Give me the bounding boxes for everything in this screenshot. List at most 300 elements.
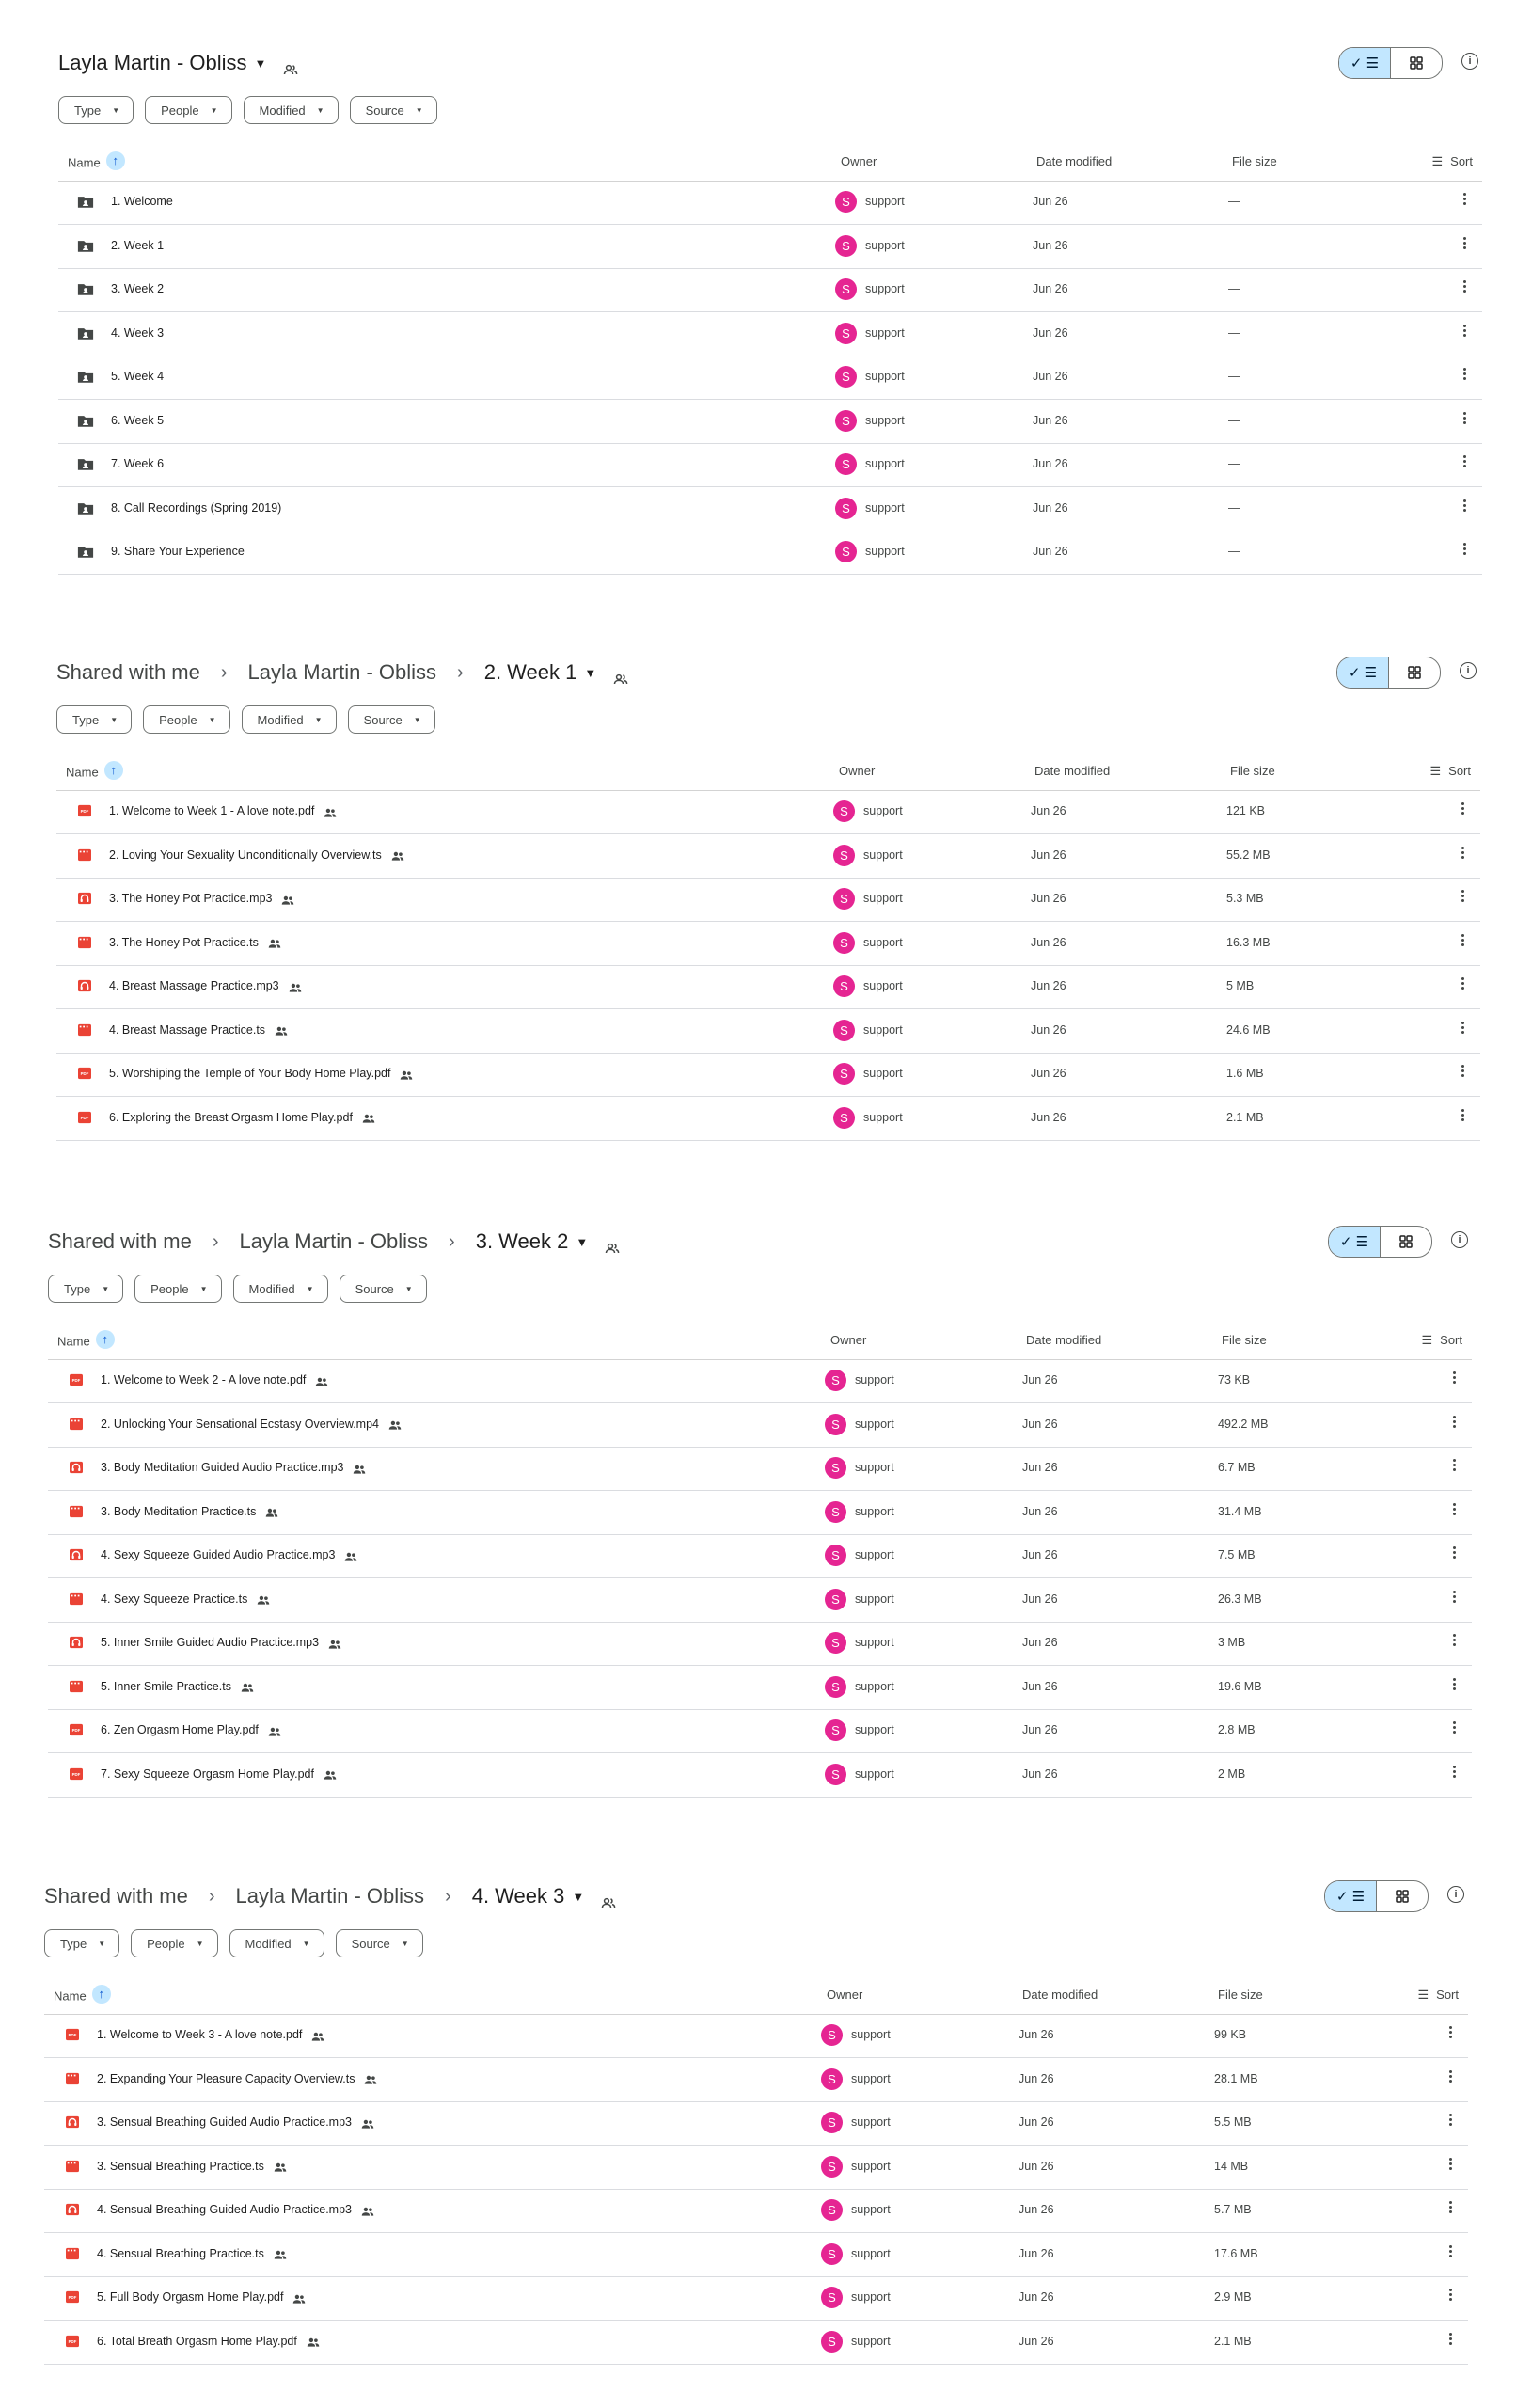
table-row[interactable]	[44, 2146, 1468, 2190]
file-name[interactable]	[101, 1636, 341, 1649]
file-name[interactable]	[97, 2247, 287, 2260]
shared-icon	[400, 1069, 413, 1079]
file-size: 7.5 MB	[1218, 1548, 1256, 1561]
filter-chip-type[interactable]	[56, 705, 132, 734]
svg-text:PDF: PDF	[71, 1378, 81, 1384]
info-icon[interactable]: i	[1460, 662, 1477, 679]
video-file-icon	[69, 1592, 86, 1607]
caret-down-icon[interactable]: ▼	[254, 55, 267, 71]
table-row[interactable]	[44, 2189, 1468, 2233]
more-actions-icon[interactable]	[1461, 975, 1465, 991]
file-name-text: 8. Call Recordings (Spring 2019)	[111, 500, 282, 515]
file-name-text: 4. Sexy Squeeze Guided Audio Practice.mp3	[101, 1548, 336, 1561]
svg-text:PDF: PDF	[80, 809, 89, 815]
filter-chip-label: Source	[363, 712, 403, 727]
audio-file-icon	[65, 2115, 82, 2130]
caret-down-icon[interactable]: ▼	[572, 1889, 585, 1904]
avatar: S	[825, 1545, 846, 1566]
table-row[interactable]	[58, 268, 1482, 312]
list-view-button[interactable]	[1339, 48, 1391, 78]
filter-chip-people[interactable]	[145, 96, 231, 124]
more-actions-icon[interactable]	[1449, 2287, 1453, 2303]
owner-name: support	[865, 370, 905, 383]
table-row[interactable]	[58, 225, 1482, 269]
file-name[interactable]	[111, 457, 164, 470]
owner-name: support	[855, 1548, 894, 1561]
date-modified: Jun 26	[1033, 325, 1068, 340]
file-size: 2 MB	[1218, 1766, 1246, 1781]
file-size: 2.1 MB	[1226, 1110, 1264, 1124]
audio-file-icon	[77, 979, 94, 993]
sort-ascending-icon[interactable]: ↑	[104, 761, 123, 780]
filter-chip-source[interactable]	[336, 1929, 423, 1957]
shared-folder-icon	[605, 1235, 622, 1248]
table-header	[56, 752, 1480, 791]
more-actions-icon[interactable]	[1453, 1764, 1457, 1780]
file-size: —	[1228, 370, 1240, 383]
grid-icon	[1396, 1890, 1409, 1903]
file-name[interactable]	[101, 1680, 254, 1693]
filter-chip-label: Type	[72, 712, 100, 727]
table-row[interactable]	[56, 834, 1480, 879]
file-name[interactable]	[109, 804, 337, 817]
more-actions-icon[interactable]	[1453, 1501, 1457, 1517]
file-name[interactable]	[109, 1111, 375, 1124]
view-toggle	[1324, 1880, 1429, 1912]
file-name-text: 3. Body Meditation Guided Audio Practice.mp3	[101, 1461, 344, 1474]
file-name[interactable]	[97, 2290, 306, 2304]
file-name[interactable]	[97, 2203, 374, 2216]
column-file-size[interactable]: File size	[1222, 1333, 1267, 1347]
sort-icon: ☰	[1421, 1333, 1433, 1347]
chevron-right-icon: ›	[220, 661, 228, 683]
grid-view-button[interactable]	[1391, 48, 1442, 78]
panel-header	[48, 1226, 1472, 1273]
file-name[interactable]	[111, 370, 164, 383]
file-size: 5 MB	[1226, 979, 1255, 992]
table-row[interactable]	[44, 2233, 1468, 2277]
table-row[interactable]	[44, 2014, 1468, 2058]
file-name-text: 4. Sensual Breathing Practice.ts	[97, 2246, 264, 2260]
more-actions-icon[interactable]	[1463, 278, 1467, 294]
file-name[interactable]	[109, 979, 302, 992]
owner-name: support	[851, 2203, 891, 2216]
more-actions-icon[interactable]	[1453, 1457, 1457, 1473]
file-name[interactable]	[97, 2072, 377, 2085]
table-row[interactable]	[58, 312, 1482, 356]
list-view-button[interactable]	[1337, 657, 1389, 688]
info-icon[interactable]: i	[1451, 1231, 1468, 1248]
panel-header	[56, 657, 1480, 704]
caret-down-icon[interactable]: ▼	[576, 1234, 589, 1249]
shared-folder-icon	[77, 239, 94, 253]
date-modified: Jun 26	[1033, 195, 1068, 208]
breadcrumb-item[interactable]: Layla Martin - Obliss	[239, 1229, 429, 1253]
table-row[interactable]	[56, 1009, 1480, 1054]
shared-icon	[364, 2074, 377, 2083]
breadcrumb	[56, 660, 630, 685]
file-name-text: 5. Inner Smile Practice.ts	[101, 1679, 231, 1693]
shared-icon	[391, 850, 404, 860]
file-name[interactable]	[101, 1592, 270, 1606]
column-date-modified[interactable]: Date modified	[1034, 764, 1111, 778]
shared-icon	[361, 2206, 374, 2215]
table-row[interactable]	[48, 1359, 1472, 1403]
filter-chip-modified[interactable]	[229, 1929, 324, 1957]
caret-down-icon: ▼	[98, 1939, 106, 1948]
table-row[interactable]	[56, 1097, 1480, 1141]
chevron-right-icon: ›	[449, 1230, 455, 1252]
file-name-text: 4. Week 3	[111, 325, 165, 340]
date-modified: Jun 26	[1019, 2246, 1054, 2260]
owner-name: support	[865, 282, 905, 295]
more-actions-icon[interactable]	[1453, 1414, 1457, 1430]
shared-icon	[281, 895, 294, 904]
file-name-text: 3. Body Meditation Practice.ts	[101, 1504, 257, 1518]
table-row[interactable]	[44, 2276, 1468, 2321]
file-size: 2.8 MB	[1218, 1723, 1256, 1736]
breadcrumb	[58, 51, 300, 75]
filter-chip-type[interactable]	[48, 1275, 123, 1303]
table-row[interactable]	[44, 2058, 1468, 2102]
panel-header	[44, 1880, 1468, 1927]
breadcrumb-current[interactable]: Layla Martin - Obliss	[58, 51, 247, 74]
more-actions-icon[interactable]	[1449, 2243, 1453, 2259]
file-name[interactable]	[101, 1418, 402, 1431]
file-name[interactable]	[111, 414, 164, 427]
filter-chip-people[interactable]	[131, 1929, 217, 1957]
filter-chip-source[interactable]	[350, 96, 437, 124]
file-name[interactable]	[109, 848, 404, 862]
more-actions-icon[interactable]	[1453, 1370, 1457, 1386]
shared-icon	[292, 2293, 306, 2303]
file-name[interactable]	[101, 1461, 366, 1474]
sort-label: Sort	[1448, 764, 1471, 778]
filter-chip-label: People	[159, 712, 197, 727]
avatar: S	[833, 932, 855, 954]
file-name[interactable]	[101, 1505, 278, 1518]
table-row[interactable]	[48, 1622, 1472, 1666]
pdf-file-icon	[65, 2028, 82, 2042]
info-icon[interactable]: i	[1447, 1886, 1464, 1903]
file-name[interactable]	[111, 545, 245, 558]
column-owner: Owner	[841, 154, 877, 168]
table-row[interactable]	[58, 487, 1482, 531]
audio-file-icon	[65, 2203, 82, 2217]
breadcrumb	[44, 1884, 618, 1909]
table-row[interactable]	[48, 1666, 1472, 1710]
file-name-text: 7. Sexy Squeeze Orgasm Home Play.pdf	[101, 1766, 314, 1781]
date-modified: Jun 26	[1031, 1110, 1066, 1124]
table-row[interactable]	[56, 878, 1480, 922]
file-name[interactable]	[101, 1548, 357, 1561]
shared-icon	[362, 1113, 375, 1122]
file-name[interactable]	[109, 1023, 288, 1037]
filter-chip-modified[interactable]	[242, 705, 337, 734]
caret-down-icon[interactable]: ▼	[584, 665, 597, 680]
table-row[interactable]	[56, 965, 1480, 1009]
sort-icon: ☰	[1429, 764, 1442, 778]
more-actions-icon[interactable]	[1461, 1063, 1465, 1079]
more-actions-icon[interactable]	[1461, 888, 1465, 904]
file-size: 26.3 MB	[1218, 1592, 1262, 1606]
filter-chip-modified[interactable]	[233, 1275, 328, 1303]
table-row[interactable]	[56, 1053, 1480, 1097]
shared-icon	[268, 1726, 281, 1735]
file-name-text: 4. Breast Massage Practice.mp3	[109, 979, 279, 992]
column-owner: Owner	[839, 764, 876, 778]
file-name-text: 6. Exploring the Breast Orgasm Home Play.pdf	[109, 1110, 353, 1124]
column-owner: Owner	[830, 1333, 867, 1347]
date-modified: Jun 26	[1033, 370, 1068, 383]
table-row[interactable]	[48, 1534, 1472, 1578]
column-name-label: Name	[54, 1988, 87, 2004]
table-row[interactable]	[48, 1447, 1472, 1491]
caret-down-icon: ▼	[401, 1939, 409, 1948]
file-size: 3 MB	[1218, 1636, 1246, 1649]
file-name[interactable]	[101, 1767, 337, 1781]
more-actions-icon[interactable]	[1461, 845, 1465, 861]
more-actions-icon[interactable]	[1463, 498, 1467, 514]
table-row[interactable]	[58, 181, 1482, 225]
table-row[interactable]	[58, 443, 1482, 487]
date-modified: Jun 26	[1031, 1067, 1066, 1080]
filter-chip-people[interactable]	[143, 705, 229, 734]
table-row[interactable]	[48, 1709, 1472, 1753]
more-actions-icon[interactable]	[1449, 2112, 1453, 2128]
column-name[interactable]	[57, 1333, 115, 1352]
file-name[interactable]	[97, 2028, 324, 2041]
owner-name: support	[851, 2159, 891, 2173]
column-name[interactable]	[54, 1988, 111, 2006]
panel-header	[58, 47, 1482, 94]
more-actions-icon[interactable]	[1453, 1632, 1457, 1648]
caret-down-icon: ▼	[413, 715, 421, 724]
file-name[interactable]	[111, 239, 164, 252]
filter-chip-people[interactable]	[134, 1275, 221, 1303]
avatar: S	[833, 1063, 855, 1085]
table-row[interactable]	[58, 356, 1482, 400]
breadcrumb-item[interactable]: Layla Martin - Obliss	[247, 660, 437, 684]
owner-name: support	[865, 500, 905, 515]
breadcrumb-item[interactable]: Layla Martin - Obliss	[235, 1884, 425, 1908]
file-size: —	[1228, 325, 1240, 340]
file-name[interactable]	[111, 326, 164, 340]
video-file-icon	[69, 1505, 86, 1519]
audio-file-icon	[69, 1636, 86, 1650]
shared-icon	[275, 1025, 288, 1035]
more-actions-icon[interactable]	[1463, 453, 1467, 469]
table-row[interactable]	[44, 2321, 1468, 2365]
more-actions-icon[interactable]	[1449, 2199, 1453, 2215]
list-icon: ☰	[1351, 1889, 1366, 1905]
file-name-text: 3. Week 2	[111, 282, 165, 295]
file-name-text: 9. Share Your Experience	[111, 545, 245, 558]
more-actions-icon[interactable]	[1461, 1107, 1465, 1123]
filter-chip-label: Modified	[259, 103, 306, 118]
column-date-modified[interactable]: Date modified	[1026, 1333, 1102, 1347]
shared-folder-icon	[77, 414, 94, 428]
table-row[interactable]	[48, 1403, 1472, 1448]
sort-ascending-icon[interactable]: ↑	[92, 1985, 111, 2004]
shared-icon	[274, 2162, 287, 2171]
date-modified: Jun 26	[1019, 2334, 1054, 2348]
date-modified: Jun 26	[1019, 2115, 1054, 2129]
file-name[interactable]	[109, 1067, 413, 1080]
more-actions-icon[interactable]	[1449, 2024, 1453, 2040]
more-actions-icon[interactable]	[1453, 1676, 1457, 1692]
file-name[interactable]	[97, 2160, 287, 2173]
list-icon: ☰	[1364, 665, 1378, 681]
file-name[interactable]	[101, 1723, 281, 1736]
file-size: 17.6 MB	[1214, 2246, 1258, 2260]
more-actions-icon[interactable]	[1461, 800, 1465, 816]
owner-name: support	[865, 457, 905, 470]
file-name[interactable]	[101, 1373, 328, 1386]
video-file-icon	[65, 2072, 82, 2086]
shared-folder-icon	[77, 370, 94, 384]
owner-name: support	[863, 848, 903, 862]
more-actions-icon[interactable]	[1463, 235, 1467, 251]
filter-chip-source[interactable]	[340, 1275, 427, 1303]
filter-chip-type[interactable]	[58, 96, 134, 124]
filter-chip-type[interactable]	[44, 1929, 119, 1957]
grid-view-button[interactable]	[1377, 1881, 1428, 1911]
breadcrumb-item[interactable]: Shared with me	[48, 1229, 192, 1253]
svg-text:PDF: PDF	[68, 2033, 77, 2038]
table-row[interactable]	[48, 1578, 1472, 1623]
list-view-button[interactable]	[1325, 1881, 1377, 1911]
chevron-right-icon: ›	[208, 1885, 215, 1907]
file-name[interactable]	[111, 501, 281, 515]
file-size: 55.2 MB	[1226, 848, 1271, 862]
pdf-file-icon	[69, 1723, 86, 1737]
file-size: 19.6 MB	[1218, 1679, 1262, 1693]
file-size: 73 KB	[1218, 1373, 1251, 1386]
drive-panel	[44, 1880, 1468, 2364]
column-date-modified[interactable]: Date modified	[1036, 154, 1113, 168]
caret-down-icon: ▼	[415, 105, 423, 115]
table-row[interactable]	[44, 2101, 1468, 2146]
sort-ascending-icon[interactable]: ↑	[106, 151, 125, 170]
column-date-modified[interactable]: Date modified	[1022, 1988, 1098, 2002]
table-row[interactable]	[58, 531, 1482, 575]
sort-label: Sort	[1440, 1333, 1462, 1347]
filter-chip-modified[interactable]	[244, 96, 339, 124]
file-name[interactable]	[97, 2115, 374, 2129]
breadcrumb-item[interactable]: Shared with me	[56, 660, 200, 684]
avatar: S	[835, 278, 857, 300]
sort-button[interactable]	[1418, 1988, 1460, 2003]
audio-file-icon	[69, 1548, 86, 1562]
more-actions-icon[interactable]	[1463, 191, 1467, 207]
file-name[interactable]	[111, 195, 173, 208]
avatar: S	[833, 1107, 855, 1129]
more-actions-icon[interactable]	[1461, 932, 1465, 948]
breadcrumb-current[interactable]: 4. Week 3	[471, 1884, 565, 1908]
list-view-button[interactable]	[1329, 1227, 1381, 1257]
filter-chips	[44, 1929, 423, 1957]
date-modified: Jun 26	[1033, 500, 1068, 515]
file-name[interactable]	[111, 282, 164, 295]
pdf-file-icon	[65, 2290, 82, 2305]
file-name-text: 1. Welcome to Week 2 - A love note.pdf	[101, 1373, 307, 1386]
breadcrumb-current[interactable]: 3. Week 2	[475, 1229, 569, 1253]
svg-text:PDF: PDF	[71, 1728, 81, 1734]
date-modified: Jun 26	[1022, 1461, 1058, 1474]
table-row[interactable]	[58, 400, 1482, 444]
more-actions-icon[interactable]	[1453, 1719, 1457, 1735]
info-icon[interactable]: i	[1461, 53, 1478, 70]
sort-ascending-icon[interactable]: ↑	[96, 1330, 115, 1349]
grid-view-button[interactable]	[1381, 1227, 1431, 1257]
date-modified: Jun 26	[1033, 413, 1068, 427]
more-actions-icon[interactable]	[1449, 2068, 1453, 2084]
file-name[interactable]	[97, 2335, 320, 2348]
file-name-text: 3. Sensual Breathing Guided Audio Practice.mp3	[97, 2115, 353, 2129]
breadcrumb-current[interactable]: 2. Week 1	[483, 660, 577, 684]
avatar: S	[825, 1632, 846, 1654]
file-name[interactable]	[109, 936, 281, 949]
column-file-size[interactable]: File size	[1230, 764, 1275, 778]
owner-name: support	[855, 1766, 894, 1781]
more-actions-icon[interactable]	[1449, 2331, 1453, 2347]
owner-name: support	[855, 1504, 894, 1518]
table-row[interactable]	[56, 790, 1480, 834]
pdf-file-icon	[69, 1373, 86, 1387]
column-name[interactable]	[68, 154, 125, 173]
grid-view-button[interactable]	[1389, 657, 1440, 688]
audio-file-icon	[77, 892, 94, 906]
more-actions-icon[interactable]	[1453, 1545, 1457, 1560]
more-actions-icon[interactable]	[1463, 323, 1467, 339]
filter-chip-source[interactable]	[348, 705, 435, 734]
breadcrumb-item[interactable]: Shared with me	[44, 1884, 188, 1908]
shared-icon	[361, 2118, 374, 2128]
column-file-size[interactable]: File size	[1218, 1988, 1263, 2002]
table-row[interactable]	[48, 1753, 1472, 1798]
sort-button[interactable]	[1432, 154, 1474, 169]
owner-name: support	[863, 979, 903, 992]
date-modified: Jun 26	[1019, 2071, 1054, 2085]
more-actions-icon[interactable]	[1453, 1589, 1457, 1605]
more-actions-icon[interactable]	[1449, 2156, 1453, 2172]
sort-button[interactable]	[1422, 1333, 1463, 1348]
owner-name: support	[863, 892, 903, 905]
sort-button[interactable]	[1430, 764, 1472, 779]
more-actions-icon[interactable]	[1463, 541, 1467, 557]
file-size: 28.1 MB	[1214, 2071, 1258, 2085]
more-actions-icon[interactable]	[1461, 1020, 1465, 1036]
file-name-text: 1. Welcome to Week 1 - A love note.pdf	[109, 804, 315, 817]
avatar: S	[821, 2287, 843, 2308]
more-actions-icon[interactable]	[1463, 366, 1467, 382]
more-actions-icon[interactable]	[1463, 410, 1467, 426]
table-row[interactable]	[48, 1491, 1472, 1535]
pdf-file-icon	[65, 2335, 82, 2349]
check-icon: ✓	[1350, 55, 1363, 71]
owner-name: support	[863, 1022, 903, 1037]
avatar: S	[835, 498, 857, 519]
file-name[interactable]	[109, 892, 294, 905]
file-name-text: 5. Full Body Orgasm Home Play.pdf	[97, 2290, 284, 2304]
avatar: S	[821, 2112, 843, 2133]
table-row[interactable]	[56, 922, 1480, 966]
column-file-size[interactable]: File size	[1232, 154, 1277, 168]
date-modified: Jun 26	[1022, 1636, 1058, 1649]
file-size: —	[1228, 457, 1240, 470]
column-name[interactable]	[66, 764, 123, 783]
